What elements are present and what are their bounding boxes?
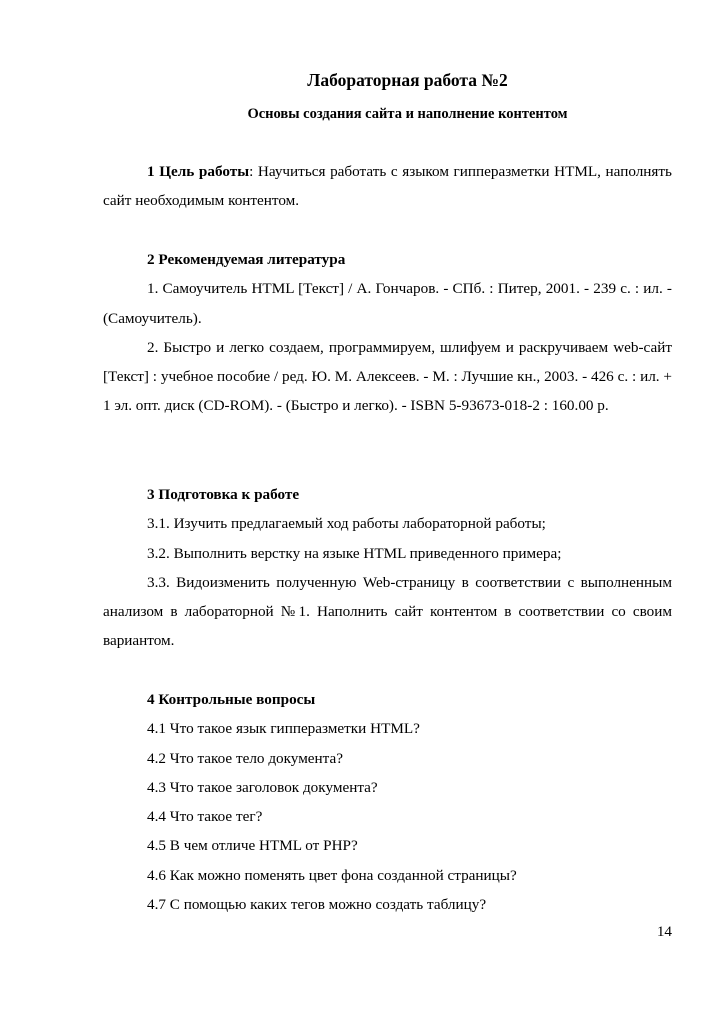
page-title: Лабораторная работа №2 (307, 70, 508, 90)
question-item-7: 4.7 С помощью каких тегов можно создать таблицу? (147, 896, 487, 914)
goal-label: 1 Цель работы (147, 163, 250, 180)
preparation-item-2: 3.2. Выполнить верстку на языке HTML приведенного примера; (147, 544, 562, 562)
question-item-4: 4.4 Что такое тег? (147, 808, 263, 826)
literature-item-1: 1. Самоучитель HTML [Текст] / А. Гончаров. - СПб. : Питер, 2001. - 239 с. : ил. - (Самоучитель). (103, 280, 672, 327)
preparation-item-3: 3.3. Видоизменить полученную Web-страницу в соответствии с выполненным анализом в лабораторной №1. Наполнить сайт контентом в соответствии со своим вариантом. (103, 573, 672, 650)
question-item-2: 4.2 Что такое тело документа? (147, 749, 343, 767)
question-item-5: 4.5 В чем отличе HTML от PHP? (147, 837, 358, 855)
preparation-item-1: 3.1. Изучить предлагаемый ход работы лабораторной работы; (147, 515, 546, 533)
page-subtitle: Основы создания сайта и наполнение контентом (247, 106, 568, 122)
literature-item-2: 2. Быстро и легко создаем, программируем, шлифуем и раскручиваем web-сайт [Текст] : учебное пособие / ред. Ю. М. Алексеев. - М. : Лучшие кн., 2003. - 426 с. : ил. + 1 эл. опт. диск (CD-ROM). - (Быстро и легко). - ISBN 5-93673-018-2 : 160.00 р. (103, 338, 672, 415)
questions-heading: 4 Контрольные вопросы (147, 691, 316, 708)
goal-paragraph (103, 157, 672, 216)
literature-section (103, 245, 672, 421)
question-item-1: 4.1 Что такое язык гипперазметки HTML? (147, 720, 420, 738)
literature-heading: 2 Рекомендуемая литература (147, 251, 346, 268)
goal-text: : Научиться работать с языком гипперазметки HTML, наполнять сайт необходимым контентом. (103, 163, 672, 210)
preparation-heading: 3 Подготовка к работе (147, 486, 300, 503)
preparation-section (103, 480, 672, 656)
question-item-6: 4.6 Как можно поменять цвет фона созданной страницы? (147, 866, 517, 884)
page-number: 14 (656, 923, 672, 940)
questions-section (103, 685, 672, 919)
goal-section (103, 157, 672, 216)
question-item-3: 4.3 Что такое заголовок документа? (147, 778, 378, 796)
